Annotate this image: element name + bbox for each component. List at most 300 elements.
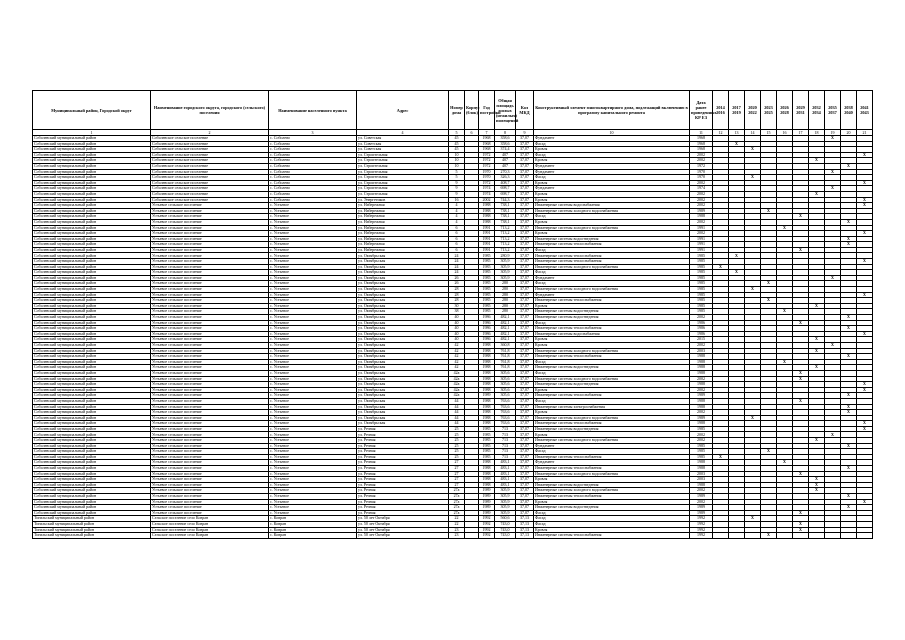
repair-period-mark: X — [809, 477, 825, 483]
cell-total-area: 738,1 — [495, 219, 516, 225]
cell-settlement: Устьевое сельское поселение — [151, 466, 269, 472]
cell-structural-element: Кровля — [534, 219, 690, 225]
cell-address: ул. Октябрьская — [357, 292, 449, 298]
column-number: 1 — [33, 130, 151, 136]
cell-previous-repair-date: 1988 — [690, 365, 713, 371]
cell-locality: с. Устьевое — [269, 510, 357, 516]
repair-period-mark: X — [793, 510, 809, 516]
cell-locality: с. Соболево — [269, 147, 357, 153]
cell-settlement: Устьевое сельское поселение — [151, 387, 269, 393]
cell-total-area: 305,6 — [495, 387, 516, 393]
cell-total-area: 280 — [495, 281, 516, 287]
cell-mkd-count: 37,07 — [516, 415, 534, 421]
cell-address: ул. Октябрьская — [357, 359, 449, 365]
cell-year-built: 1985 — [479, 438, 495, 444]
cell-address: ул. Октябрьская — [357, 337, 449, 343]
cell-structural-element: Фасад — [534, 175, 690, 181]
cell-total-area: 743,0 — [495, 527, 516, 533]
cell-structural-element: Инженерные системы холодного водоснабжения — [534, 488, 690, 494]
column-number: 5 — [449, 130, 465, 136]
cell-total-area: 305,6 — [495, 370, 516, 376]
cell-year-built: 1972 — [479, 163, 495, 169]
column-number: 13 — [729, 130, 745, 136]
cell-structural-element: Кровля — [534, 231, 690, 237]
repair-period-mark: X — [841, 505, 857, 511]
cell-locality: с. Соболево — [269, 186, 357, 192]
cell-address: ул. Набережная — [357, 203, 449, 209]
cell-year-built: 1991 — [479, 242, 495, 248]
cell-year-built: 1968 — [479, 147, 495, 153]
column-number: 21 — [857, 130, 873, 136]
cell-district: Соболевский муниципальный район — [33, 415, 151, 421]
cell-locality: с. Соболево — [269, 163, 357, 169]
cell-house-number: 25 — [449, 426, 465, 432]
repair-period-mark: X — [857, 331, 873, 337]
cell-structural-element: Инженерные системы теплоснабжения — [534, 242, 690, 248]
cell-structural-element: Фасад — [534, 359, 690, 365]
cell-mkd-count: 37,07 — [516, 460, 534, 466]
repair-period-mark: X — [841, 404, 857, 410]
column-number: 16 — [777, 130, 793, 136]
cell-structural-element: Фасад — [534, 281, 690, 287]
cell-address: ул. Речная — [357, 477, 449, 483]
cell-structural-element: Фасад — [534, 320, 690, 326]
cell-previous-repair-date: 1991 — [690, 225, 713, 231]
period-cell — [793, 533, 809, 539]
cell-settlement: Устьевое сельское поселение — [151, 354, 269, 360]
cell-total-area: 763,6 — [495, 415, 516, 421]
column-number: 11 — [690, 130, 713, 136]
cell-previous-repair-date: 1985 — [690, 259, 713, 265]
cell-locality: с. Устьевое — [269, 247, 357, 253]
repair-period-mark: X — [809, 337, 825, 343]
cell-year-built: 1988 — [479, 219, 495, 225]
cell-house-number: 45 — [449, 141, 465, 147]
cell-address: ул. Октябрьская — [357, 365, 449, 371]
repair-period-mark: X — [825, 186, 841, 192]
header-period-2026-2028: 2026 2028 — [777, 91, 793, 130]
repair-period-mark: X — [793, 376, 809, 382]
cell-previous-repair-date: 1992 — [690, 533, 713, 539]
cell-address: ул. 50 лет Октября — [357, 521, 449, 527]
cell-total-area: 482,1 — [495, 320, 516, 326]
cell-mkd-count: 37,07 — [516, 449, 534, 455]
cell-house-number: 42а — [449, 370, 465, 376]
cell-total-area: 326,3 — [495, 175, 516, 181]
repair-period-mark: X — [745, 415, 761, 421]
cell-locality: с. Устьевое — [269, 477, 357, 483]
cell-mkd-count: 37,07 — [516, 203, 534, 209]
cell-mkd-count: 37,07 — [516, 281, 534, 287]
cell-settlement: Устьевое сельское поселение — [151, 208, 269, 214]
cell-address: ул. Строительная — [357, 180, 449, 186]
cell-previous-repair-date: 1988 — [690, 354, 713, 360]
cell-locality: с. Устьевое — [269, 236, 357, 242]
cell-locality: с. Соболево — [269, 175, 357, 181]
cell-structural-element: Фундамент — [534, 186, 690, 192]
cell-district: Соболевский муниципальный район — [33, 225, 151, 231]
repair-period-mark: X — [793, 471, 809, 477]
cell-address: ул. 50 лет Октября — [357, 516, 449, 522]
cell-structural-element: Фундамент — [534, 136, 690, 142]
cell-year-built: 1985 — [479, 253, 495, 259]
cell-structural-element: Кровля — [534, 180, 690, 186]
cell-structural-element: Кровля — [534, 432, 690, 438]
cell-year-built: 1985 — [479, 281, 495, 287]
cell-structural-element: Фасад — [534, 516, 690, 522]
cell-year-built: 1992 — [479, 516, 495, 522]
cell-year-built: 1991 — [479, 225, 495, 231]
cell-total-area: 743,0 — [495, 521, 516, 527]
cell-previous-repair-date: 1988 — [690, 214, 713, 220]
cell-house-number: 22 — [449, 516, 465, 522]
cell-locality: с. Устьевое — [269, 348, 357, 354]
cell-house-number: 6 — [449, 236, 465, 242]
cell-mkd-count: 37,07 — [516, 443, 534, 449]
repair-period-mark: X — [857, 231, 873, 237]
cell-year-built: 1988 — [479, 482, 495, 488]
repair-period-mark: X — [841, 315, 857, 321]
cell-mkd-count: 37,07 — [516, 231, 534, 237]
cell-district: Соболевский муниципальный район — [33, 382, 151, 388]
cell-structural-element: Фасад — [534, 141, 690, 147]
cell-address: ул. Речная — [357, 471, 449, 477]
cell-district: Соболевский муниципальный район — [33, 180, 151, 186]
cell-mkd-count: 37,13 — [516, 521, 534, 527]
cell-house-number: 24 — [449, 270, 465, 276]
cell-year-built: 1988 — [479, 398, 495, 404]
cell-settlement: Соболевское сельское поселение — [151, 175, 269, 181]
cell-address: ул. Октябрьская — [357, 281, 449, 287]
cell-locality: с. Устьевое — [269, 326, 357, 332]
cell-address: ул. Октябрьская — [357, 354, 449, 360]
cell-house-number: 38 — [449, 309, 465, 315]
cell-district: Соболевский муниципальный район — [33, 191, 151, 197]
cell-mkd-count: 37,07 — [516, 348, 534, 354]
cell-district: Соболевский муниципальный район — [33, 499, 151, 505]
cell-settlement: Устьевое сельское поселение — [151, 432, 269, 438]
cell-locality: с. Устьевое — [269, 253, 357, 259]
cell-year-built: 1985 — [479, 259, 495, 265]
cell-district: Соболевский муниципальный район — [33, 387, 151, 393]
cell-structural-element: Кровля — [534, 191, 690, 197]
cell-address: ул. Советская — [357, 136, 449, 142]
cell-total-area: 713,2 — [495, 247, 516, 253]
cell-structural-element: Фундамент — [534, 443, 690, 449]
cell-total-area: 305,9 — [495, 264, 516, 270]
column-number: 8 — [495, 130, 516, 136]
cell-house-number: 40 — [449, 320, 465, 326]
cell-structural-element: Инженерные системы холодного водоснабжения — [534, 287, 690, 293]
cell-structural-element: Инженерные системы теплоснабжения — [534, 454, 690, 460]
cell-year-built: 1989 — [479, 510, 495, 516]
cell-previous-repair-date: 1991 — [690, 242, 713, 248]
cell-previous-repair-date: 2002 — [690, 432, 713, 438]
cell-mkd-count: 37,07 — [516, 236, 534, 242]
cell-settlement: Соболевское сельское поселение — [151, 186, 269, 192]
repair-period-mark: X — [841, 163, 857, 169]
cell-previous-repair-date: 1992 — [690, 521, 713, 527]
header-structural-element: Конструктивный элемент многоквартирного дома, подлежащий включению в программу капитального ремонта — [534, 91, 690, 130]
cell-year-built: 1988 — [479, 370, 495, 376]
cell-mkd-count: 37,07 — [516, 426, 534, 432]
cell-address: ул. Октябрьская — [357, 393, 449, 399]
cell-district: Соболевский муниципальный район — [33, 214, 151, 220]
header-locality: Наименование населенного пункта — [269, 91, 357, 130]
cell-locality: с. Устьевое — [269, 410, 357, 416]
cell-house-number: 4 — [449, 219, 465, 225]
cell-house-number: 42 — [449, 342, 465, 348]
cell-year-built: 1988 — [479, 214, 495, 220]
cell-previous-repair-date: 1972 — [690, 163, 713, 169]
cell-address: ул. Энергетиков — [357, 197, 449, 203]
cell-structural-element: Фасад — [534, 449, 690, 455]
cell-address: ул. Советская — [357, 141, 449, 147]
cell-locality: с. Устьевое — [269, 219, 357, 225]
cell-mkd-count: 37,07 — [516, 438, 534, 444]
cell-structural-element: Инженерные системы водоотведения — [534, 426, 690, 432]
cell-structural-element: Фундамент — [534, 163, 690, 169]
cell-structural-element: Инженерные системы водоотведения — [534, 315, 690, 321]
cell-total-area: 743,0 — [495, 533, 516, 539]
cell-structural-element: Кровля — [534, 342, 690, 348]
cell-structural-element: Кровля — [534, 410, 690, 416]
cell-district: Соболевский муниципальный район — [33, 449, 151, 455]
repair-period-mark: X — [809, 303, 825, 309]
repair-period-mark: X — [841, 242, 857, 248]
cell-district: Соболевский муниципальный район — [33, 197, 151, 203]
cell-locality: с. Устьевое — [269, 382, 357, 388]
cell-previous-repair-date: 1992 — [690, 527, 713, 533]
cell-address: ул. Набережная — [357, 231, 449, 237]
cell-mkd-count: 37,07 — [516, 175, 534, 181]
cell-address: ул. Октябрьская — [357, 410, 449, 416]
cell-locality: с. Устьевое — [269, 471, 357, 477]
cell-total-area: 482,1 — [495, 326, 516, 332]
cell-district: Соболевский муниципальный район — [33, 275, 151, 281]
header-period-2017-2019: 2017 2019 — [729, 91, 745, 130]
cell-district: Соболевский муниципальный район — [33, 315, 151, 321]
cell-total-area: 761,8 — [495, 359, 516, 365]
cell-district: Соболевский муниципальный район — [33, 303, 151, 309]
cell-district: Соболевский муниципальный район — [33, 253, 151, 259]
cell-total-area: 360,8 — [495, 342, 516, 348]
cell-house-number: 6 — [449, 225, 465, 231]
cell-year-built: 1970 — [479, 169, 495, 175]
program-table — [32, 90, 873, 539]
cell-previous-repair-date: 2002 — [690, 203, 713, 209]
cell-mkd-count: 37,07 — [516, 393, 534, 399]
repair-period-mark: X — [841, 443, 857, 449]
cell-previous-repair-date: 1988 — [690, 421, 713, 427]
cell-year-built: 1972 — [479, 180, 495, 186]
repair-period-mark: X — [761, 208, 777, 214]
cell-district: Тигильский муниципальный район — [33, 516, 151, 522]
cell-locality: с. Устьевое — [269, 488, 357, 494]
cell-address: ул. Набережная — [357, 214, 449, 220]
cell-district: Соболевский муниципальный район — [33, 510, 151, 516]
cell-locality: с. Соболево — [269, 141, 357, 147]
cell-district: Соболевский муниципальный район — [33, 443, 151, 449]
repair-period-mark: X — [857, 387, 873, 393]
period-cell — [713, 533, 729, 539]
cell-locality: с. Ковран — [269, 521, 357, 527]
cell-structural-element: Кровля — [534, 337, 690, 343]
cell-year-built: 1985 — [479, 443, 495, 449]
cell-previous-repair-date: 2002 — [690, 315, 713, 321]
cell-house-number: 24 — [449, 264, 465, 270]
column-number: 19 — [825, 130, 841, 136]
repair-period-mark: X — [857, 382, 873, 388]
cell-settlement: Устьевое сельское поселение — [151, 443, 269, 449]
cell-locality: с. Устьевое — [269, 281, 357, 287]
cell-settlement: Устьевое сельское поселение — [151, 270, 269, 276]
cell-locality: с. Устьевое — [269, 387, 357, 393]
period-cell — [809, 533, 825, 539]
cell-house-number: 10 — [449, 152, 465, 158]
cell-previous-repair-date: 1988 — [690, 482, 713, 488]
cell-locality: с. Устьевое — [269, 203, 357, 209]
cell-previous-repair-date: 1968 — [690, 136, 713, 142]
cell-district: Соболевский муниципальный район — [33, 292, 151, 298]
cell-house-number: 40 — [449, 331, 465, 337]
column-number: 10 — [534, 130, 690, 136]
cell-locality: с. Устьевое — [269, 208, 357, 214]
cell-total-area: 482,1 — [495, 315, 516, 321]
cell-total-area: 698,7 — [495, 186, 516, 192]
cell-address: ул. Речная — [357, 432, 449, 438]
cell-locality: с. Устьевое — [269, 466, 357, 472]
cell-total-area: 713,2 — [495, 225, 516, 231]
cell-previous-repair-date: 1989 — [690, 505, 713, 511]
cell-house-number: 10 — [449, 158, 465, 164]
cell-year-built: 1988 — [479, 376, 495, 382]
cell-previous-repair-date: 1989 — [690, 494, 713, 500]
cell-previous-repair-date: 1985 — [690, 449, 713, 455]
repair-period-mark: X — [793, 247, 809, 253]
cell-settlement: Сельское поселение село Ковран — [151, 521, 269, 527]
cell-previous-repair-date: 1985 — [690, 443, 713, 449]
table-body — [33, 136, 873, 539]
cell-locality: с. Устьевое — [269, 449, 357, 455]
cell-structural-element: Инженерные системы теплоснабжения — [534, 298, 690, 304]
cell-house-number: 44 — [449, 404, 465, 410]
cell-locality: с. Устьевое — [269, 270, 357, 276]
cell-district: Соболевский муниципальный район — [33, 287, 151, 293]
cell-previous-repair-date: 2002 — [690, 342, 713, 348]
cell-total-area: 305,6 — [495, 393, 516, 399]
cell-locality: с. Устьевое — [269, 370, 357, 376]
cell-district: Соболевский муниципальный район — [33, 158, 151, 164]
header-house-number: Номер дома — [449, 91, 465, 130]
cell-settlement: Устьевое сельское поселение — [151, 365, 269, 371]
cell-district: Соболевский муниципальный район — [33, 404, 151, 410]
header-period-2041-2043: 2041 2043 — [857, 91, 873, 130]
cell-previous-repair-date: 2002 — [690, 180, 713, 186]
column-number: 17 — [793, 130, 809, 136]
cell-district: Соболевский муниципальный район — [33, 477, 151, 483]
column-number: 3 — [269, 130, 357, 136]
cell-total-area: 305,6 — [495, 382, 516, 388]
cell-locality: с. Устьевое — [269, 421, 357, 427]
cell-district: Соболевский муниципальный район — [33, 326, 151, 332]
repair-period-mark: X — [809, 365, 825, 371]
cell-previous-repair-date: 1970 — [690, 175, 713, 181]
cell-mkd-count: 37,07 — [516, 147, 534, 153]
cell-district: Соболевский муниципальный район — [33, 163, 151, 169]
cell-address: ул. Октябрьская — [357, 275, 449, 281]
repair-period-mark: X — [761, 533, 777, 539]
cell-district: Тигильский муниципальный район — [33, 527, 151, 533]
cell-year-built: 2002 — [479, 197, 495, 203]
cell-settlement: Устьевое сельское поселение — [151, 505, 269, 511]
cell-mkd-count: 37,07 — [516, 365, 534, 371]
cell-structural-element: Инженерные системы водоотведения — [534, 382, 690, 388]
cell-house-number: 45 — [449, 147, 465, 153]
cell-district: Соболевский муниципальный район — [33, 466, 151, 472]
cell-district: Соболевский муниципальный район — [33, 236, 151, 242]
cell-address: ул. Речная — [357, 466, 449, 472]
cell-year-built: 1968 — [479, 141, 495, 147]
cell-structural-element: Инженерные системы водоотведения — [534, 505, 690, 511]
cell-settlement: Устьевое сельское поселение — [151, 337, 269, 343]
cell-previous-repair-date: 1985 — [690, 281, 713, 287]
repair-period-mark: X — [777, 460, 793, 466]
cell-year-built: 1988 — [479, 203, 495, 209]
cell-address: ул. Речная — [357, 482, 449, 488]
cell-district: Соболевский муниципальный район — [33, 342, 151, 348]
cell-structural-element: Кровля — [534, 197, 690, 203]
cell-mkd-count: 37,07 — [516, 214, 534, 220]
cell-settlement: Устьевое сельское поселение — [151, 342, 269, 348]
cell-house-number: 27а — [449, 499, 465, 505]
cell-structural-element: Инженерные системы водоотведения — [534, 236, 690, 242]
cell-structural-element: Фасад — [534, 270, 690, 276]
repair-period-mark: X — [713, 264, 729, 270]
cell-district: Соболевский муниципальный район — [33, 141, 151, 147]
cell-locality: с. Устьевое — [269, 415, 357, 421]
cell-structural-element: Кровля — [534, 303, 690, 309]
cell-address: ул. 50 лет Октября — [357, 533, 449, 539]
column-number: 4 — [357, 130, 449, 136]
cell-house-number: 42 — [449, 354, 465, 360]
cell-address: ул. Строительная — [357, 186, 449, 192]
cell-address: ул. Строительная — [357, 163, 449, 169]
cell-address: ул. Речная — [357, 488, 449, 494]
cell-settlement: Устьевое сельское поселение — [151, 460, 269, 466]
column-number: 12 — [713, 130, 729, 136]
cell-settlement: Устьевое сельское поселение — [151, 488, 269, 494]
repair-period-mark: X — [777, 359, 793, 365]
cell-mkd-count: 37,07 — [516, 180, 534, 186]
cell-year-built: 1972 — [479, 158, 495, 164]
cell-settlement: Устьевое сельское поселение — [151, 275, 269, 281]
cell-structural-element: Инженерные системы водоотведения — [534, 309, 690, 315]
cell-previous-repair-date: 2002 — [690, 499, 713, 505]
cell-house-number: 4 — [449, 214, 465, 220]
cell-district: Соболевский муниципальный район — [33, 337, 151, 343]
repair-period-mark: X — [729, 270, 745, 276]
repair-period-mark: X — [857, 292, 873, 298]
cell-structural-element: Фасад — [534, 510, 690, 516]
cell-previous-repair-date: 2002 — [690, 219, 713, 225]
cell-locality: с. Соболево — [269, 169, 357, 175]
cell-address: ул. Речная — [357, 443, 449, 449]
cell-year-built: 1986 — [479, 315, 495, 321]
cell-previous-repair-date: 2003 — [690, 477, 713, 483]
cell-structural-element: Фундамент — [534, 292, 690, 298]
cell-mkd-count: 37,07 — [516, 354, 534, 360]
